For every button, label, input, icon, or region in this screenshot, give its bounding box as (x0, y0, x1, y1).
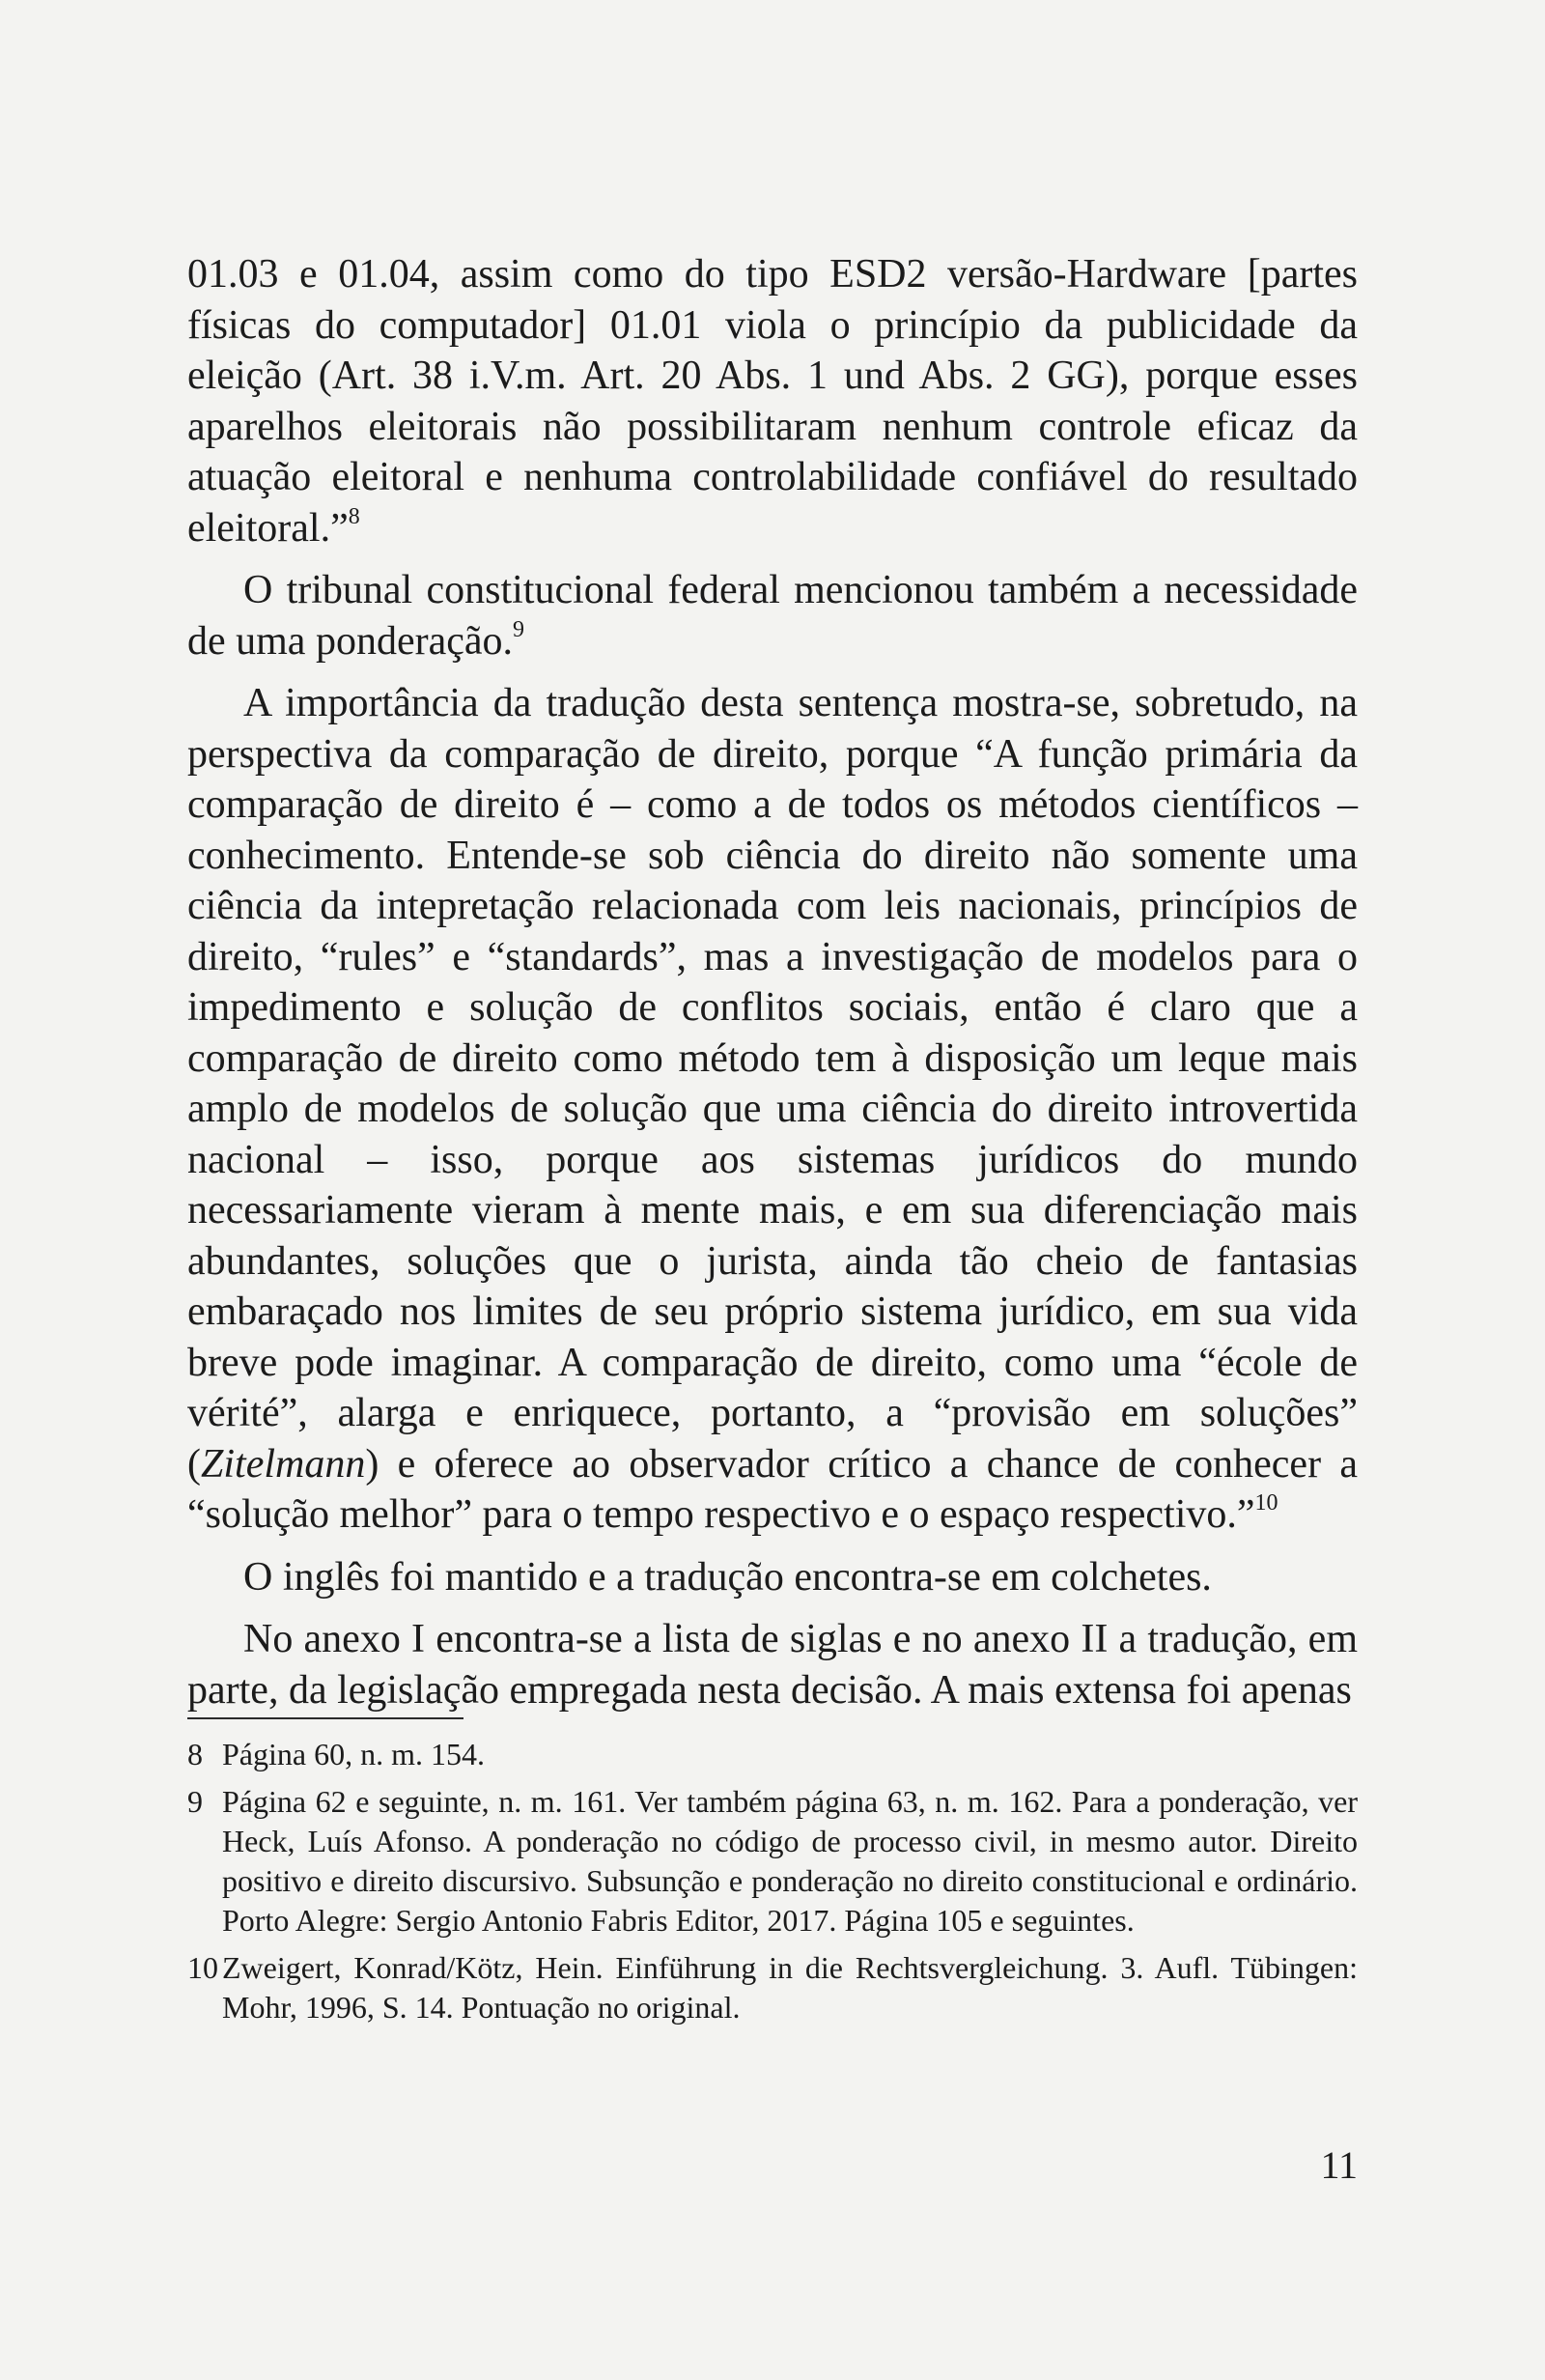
paragraph-3-italic: Zitelmann (201, 1441, 366, 1487)
paragraph-5 (187, 1614, 1358, 1715)
paragraph-2 (187, 565, 1358, 666)
paragraph-1-text: 01.03 e 01.04, assim como do tipo ESD2 versão-Hardware [partes físicas do computador] 01.01 viola o princípio da publicidade da eleição (Art. 38 i.V.m. Art. 20 Abs. 1 und Abs. 2 GG), porque esses aparelhos eleitorais não possibilitaram nenhum controle eficaz da atuação eleitoral e nenhuma controlabilidade confiável do resultado eleitoral.” (187, 252, 1358, 551)
footnote-text: Página 62 e seguinte, n. m. 161. Ver também página 63, n. m. 162. Para a ponderação, ver Heck, Luís Afonso. A ponderação no código de processo civil, in mesmo autor. Direito positivo e direito discursivo. Subsunção e ponderação no direito constitucional e ordinário. Porto Alegre: Sergio Antonio Fabris Editor, 2017. Página 105 e seguintes. (222, 1784, 1358, 1938)
footnotes (187, 1735, 1358, 2035)
footnote-ref-10[interactable]: 10 (1254, 1490, 1278, 1516)
footnote-text: Zweigert, Konrad/Kötz, Hein. Einführung in die Rechtsvergleichung. 3. Aufl. Tübingen: Mohr, 1996, S. 14. Pontuação no original. (222, 1950, 1358, 2025)
footnote-10 (187, 1948, 1358, 2027)
paragraph-4 (187, 1552, 1358, 1603)
paragraph-2-text: O tribunal constitucional federal mencionou também a necessidade de uma ponderação. (187, 568, 1358, 664)
paragraph-3-text-a: A importância da tradução desta sentença mostra-se, sobretudo, na perspectiva da comparação de direito, porque “A função primária da comparação de direito é – como a de todos os métodos científicos – conhecimento. Entende-se sob ciência do direito não somente uma ciência da intepretação relacionada com leis nacionais, princípios de direito, “rules” e “standards”, mas a investigação de modelos para o impedimento e solução de conflitos sociais, então é claro que a comparação de direito como método tem à disposição um leque mais amplo de modelos de solução que uma ciência do direito introvertida nacional – isso, porque aos sistemas jurídicos do mundo necessariamente vieram à mente mais, e em sua diferenciação mais abundantes, soluções que o jurista, ainda tão cheio de fantasias embaraçado nos limites de seu próprio sistema jurídico, em sua vida breve pode imaginar. A comparação de direito, como uma “école de vérité”, alarga e enriquece, portanto, a “provisão em soluções” ( (187, 681, 1358, 1487)
footnote-divider (187, 1717, 464, 1719)
paragraph-3 (187, 678, 1358, 1541)
paragraph-3-text-b: ) e oferece ao observador crítico a chance de conhecer a “solução melhor” para o tempo respectivo e o espaço respectivo.” (187, 1441, 1358, 1537)
main-text (187, 249, 1358, 1715)
footnote-ref-8[interactable]: 8 (348, 503, 360, 529)
footnote-number: 10 (187, 1950, 218, 1985)
paragraph-1 (187, 249, 1358, 553)
paragraph-4-text: O inglês foi mantido e a tradução encontra-se em colchetes. (243, 1554, 1212, 1600)
footnote-ref-9[interactable]: 9 (513, 616, 525, 642)
footnote-9 (187, 1782, 1358, 1941)
footnote-8 (187, 1735, 1358, 1774)
footnote-number: 8 (187, 1737, 203, 1771)
page-number: 11 (1320, 2143, 1358, 2187)
paragraph-5-text: No anexo I encontra-se a lista de siglas e no anexo II a tradução, em parte, da legislação empregada nesta decisão. A mais extensa foi apenas (187, 1617, 1358, 1713)
footnote-number: 9 (187, 1784, 203, 1819)
footnote-text: Página 60, n. m. 154. (222, 1737, 485, 1771)
